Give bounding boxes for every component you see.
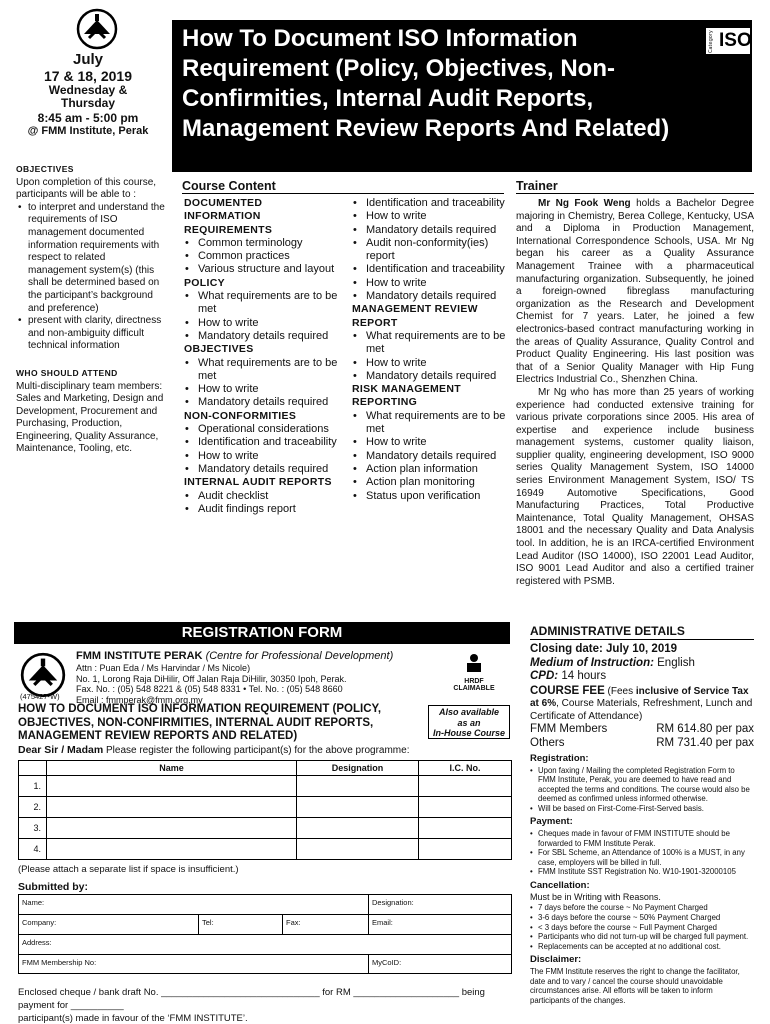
nonconformities-heading: NON-CONFORMITIES — [184, 409, 297, 422]
list-item: • How to write — [352, 210, 508, 223]
inhouse-line-3: In-House Course — [432, 728, 505, 738]
fee-note-a: (Fees — [607, 685, 634, 697]
form-row — [19, 935, 511, 955]
registration-heading: REGISTRATION FORM — [14, 622, 510, 644]
row-number: 3. — [19, 818, 47, 839]
list-item: • Various structure and layout — [184, 263, 342, 276]
contact: Fax. No. : (05) 548 8221 & (05) 548 8331 • Tel. No. : (05) 548 8660 — [76, 684, 343, 694]
registration-subheading: Registration: — [530, 753, 589, 764]
list-item: • Identification and traceability — [184, 436, 342, 449]
cancellation-intro: Must be in Writing with Reasons. — [530, 892, 661, 903]
institute-subtitle: (Centre for Professional Development) — [205, 650, 394, 662]
trainer-paragraph-1-text: holds a Bachelor Degree majoring in Chemistry, Berea College, Kentucky, USA and a Diploma in Production Management, International Correspondence Schools, USA. Mr Ng began his career as a Quality Assurance Management Trainee with a pharmaceutical manufacturing organization. Subsequently, he joined a foreign-owned fibreglass manufacturing organization as the Research and Development Chemist for 7 years. Later, he joined a few electronics-based contract manufacturing working in the areas of Quality Assurance, Quality Control and Product Quality Engineering. His last position was that of a Senior Quality Manager with Hip Fung Electrics Industrial Co., Shenzhen China. — [516, 198, 755, 386]
list-item: • Cheques made in favour of FMM INSTITUTE should be forwarded to FMM Institute Perak. — [530, 829, 754, 848]
list-item: • What requirements are to be met — [352, 410, 508, 437]
list-item: • Common practices — [184, 250, 342, 263]
name-cell[interactable] — [47, 776, 297, 797]
ic-cell[interactable] — [419, 818, 512, 839]
name-cell[interactable] — [47, 797, 297, 818]
date-venue: @ FMM Institute, Perak — [27, 125, 149, 137]
date-days: 17 & 18, 2019 — [44, 68, 132, 84]
list-item: • Mandatory details required — [184, 463, 342, 476]
date-block — [8, 52, 168, 138]
designation-field[interactable]: Designation: — [372, 898, 414, 907]
trainer-paragraph-1 — [516, 198, 754, 387]
category-badge — [704, 26, 752, 56]
submitter-form — [18, 894, 512, 974]
list-item: • Upon faxing / Mailing the completed Registration Form to FMM Institute, Perak, you are deemed to have read and accepted the terms and conditions. The course would also be deemed as confirmed unless informed otherwise. — [530, 766, 754, 804]
fee-others-label: Others — [530, 736, 565, 749]
list-item: • Status upon verification — [352, 490, 508, 503]
row-number: 2. — [19, 797, 47, 818]
table-header-ic: I.C. No. — [419, 761, 512, 776]
table-header-index — [19, 761, 47, 776]
name-cell[interactable] — [47, 839, 297, 860]
inhouse-badge — [428, 705, 510, 739]
table-header-name: Name — [47, 761, 297, 776]
list-item: • How to write — [352, 277, 508, 290]
fee-note-c: , Course Materials, Refreshment, Lunch and Certificate of Attendance) — [530, 698, 753, 722]
admin-details — [530, 643, 754, 1005]
mycoid-field[interactable]: MyCoID: — [372, 958, 402, 967]
institute-details — [76, 650, 416, 705]
fee-row-members — [530, 723, 754, 737]
list-item: • Identification and traceability — [352, 263, 508, 276]
email-field[interactable]: Email: — [372, 918, 393, 927]
date-time: 8:45 am - 5:00 pm — [37, 111, 139, 125]
objectives-section-heading: OBJECTIVES — [184, 343, 254, 356]
salutation-label: Dear Sir / Madam — [18, 744, 104, 756]
fee-members-label: FMM Members — [530, 723, 608, 735]
designation-cell[interactable] — [297, 776, 419, 797]
list-item: • Mandatory details required — [184, 330, 342, 343]
registration-number: (475427-W) — [20, 692, 60, 701]
address: No. 1, Lorong Raja DiHilir, Off Jalan Raja DiHilir, 30350 Ipoh, Perak. — [76, 673, 347, 684]
medium-label: Medium of Instruction: — [530, 656, 654, 669]
form-row — [19, 955, 511, 974]
list-item: • Operational considerations — [184, 423, 342, 436]
list-item: • How to write — [352, 436, 508, 449]
page-title: How To Document ISO Information Requirement (Policy, Objectives, Non-Confirmities, Internal Audit Reports, Management Review Reports And Related) — [182, 25, 670, 142]
table-row[interactable] — [19, 839, 512, 860]
designation-cell[interactable] — [297, 818, 419, 839]
list-item: • present with clarity, directness and non-ambiguity difficult technical information — [16, 315, 166, 353]
date-weekday-2: Thursday — [60, 96, 115, 110]
date-weekday-1: Wednesday & — [48, 83, 128, 97]
list-item: • Audit findings report — [184, 503, 342, 516]
date-month: July — [72, 51, 103, 68]
risk-management-heading: RISK MANAGEMENT REPORTING — [352, 383, 461, 409]
name-field[interactable]: Name: — [19, 895, 369, 914]
list-item: • Participants who did not turn-up will be charged full payment. — [530, 932, 754, 942]
list-item: • What requirements are to be met — [184, 290, 342, 317]
list-item: • What requirements are to be met — [352, 330, 508, 357]
row-number: 4. — [19, 839, 47, 860]
submitted-by-label: Submitted by: — [18, 881, 88, 893]
fmm-logo-icon — [76, 8, 118, 50]
row-number: 1. — [19, 776, 47, 797]
objectives-intro: Upon completion of this course, participants will be able to : — [16, 176, 157, 201]
hrdf-icon — [463, 652, 485, 674]
list-item: • Replacements can be accepted at no additional cost. — [530, 942, 754, 952]
cpd-value: 14 hours — [561, 670, 607, 682]
payment-subheading: Payment: — [530, 816, 573, 828]
table-row[interactable] — [19, 776, 512, 797]
form-row — [19, 915, 511, 935]
cpd-label: CPD: — [530, 670, 559, 682]
participants-table — [18, 760, 512, 860]
course-content-col-1 — [184, 197, 342, 516]
list-item: • Identification and traceability — [352, 197, 508, 210]
inhouse-line-1: Also available — [438, 707, 500, 717]
disclaimer-text: The FMM Institute reserves the right to change the facilitator, date and to vary / cancel the course should unavoidable circumstances arise. All efforts will be taken to inform participants of the changes. — [530, 966, 740, 1005]
designation-cell[interactable] — [297, 797, 419, 818]
fee-others-price: RM 731.40 per pax — [656, 736, 754, 749]
attn: Attn : Puan Eda / Ms Harvindar / Ms Nicole) — [76, 663, 251, 673]
disclaimer-subheading: Disclaimer: — [530, 954, 582, 966]
fax-field[interactable]: Fax: — [283, 915, 369, 934]
course-content-col-2 — [352, 197, 508, 503]
ic-cell[interactable] — [419, 839, 512, 860]
table-row[interactable] — [19, 797, 512, 818]
list-item: • 7 days before the course ~ No Payment Charged — [530, 903, 754, 913]
hrdf-badge — [440, 652, 508, 692]
list-item: • Audit checklist — [184, 490, 342, 503]
designation-cell[interactable] — [297, 839, 419, 860]
table-row[interactable] — [19, 818, 512, 839]
salutation — [18, 744, 409, 756]
list-item: • FMM Institute SST Registration No. W10-1901-32000105 — [530, 867, 754, 877]
institute-name: FMM INSTITUTE PERAK — [76, 650, 203, 662]
list-item: • How to write — [184, 383, 342, 396]
cancellation-subheading: Cancellation: — [530, 879, 590, 891]
attach-note: (Please attach a separate list if space is insufficient.) — [18, 864, 239, 875]
list-item: • How to write — [184, 317, 342, 330]
salutation-text: Please register the following participant(s) for the above programme: — [105, 745, 410, 756]
list-item: • Mandatory details required — [352, 370, 508, 383]
ic-cell[interactable] — [419, 797, 512, 818]
sidebar — [16, 163, 166, 456]
list-item: • 3-6 days before the course ~ 50% Payment Charged — [530, 913, 754, 923]
objectives-heading: OBJECTIVES — [16, 164, 74, 174]
category-label: Category — [708, 30, 714, 53]
fee-row-others — [530, 737, 754, 751]
list-item: • Mandatory details required — [352, 290, 508, 303]
list-item: • Mandatory details required — [184, 396, 342, 409]
enclosed-note — [18, 986, 512, 1024]
list-item: • to interpret and understand the requirements of ISO management documented information requirements with respect to related management system(s) (this shall be determined based on the participant’s background and preference) — [16, 202, 166, 315]
fee-label: COURSE FEE — [530, 684, 605, 697]
hrdf-line-1: HRDF — [464, 678, 484, 685]
company-field[interactable]: Company: — [19, 915, 199, 934]
inhouse-line-2: as an — [457, 717, 481, 728]
course-content-heading: Course Content — [182, 178, 504, 194]
list-item: • Common terminology — [184, 237, 342, 250]
objectives-list — [16, 202, 166, 353]
table-header-designation: Designation — [297, 761, 419, 776]
list-item: • Action plan information — [352, 463, 508, 476]
form-row — [19, 895, 511, 915]
internal-audit-heading: INTERNAL AUDIT REPORTS — [184, 476, 332, 489]
trainer-bio — [516, 198, 754, 588]
fee-line — [530, 685, 754, 724]
medium-line — [530, 657, 754, 671]
list-item: • Will be based on First-Come-First-Served basis. — [530, 804, 754, 814]
cpd-line — [530, 670, 754, 684]
name-cell[interactable] — [47, 818, 297, 839]
management-review-heading: MANAGEMENT REVIEW REPORT — [352, 303, 478, 329]
address-field[interactable]: Address: — [22, 938, 52, 947]
admin-heading: ADMINISTRATIVE DETAILS — [530, 624, 754, 640]
course-title: HOW TO DOCUMENT ISO INFORMATION REQUIREMENT (POLICY, OBJECTIVES, NON-CONFIRMITIES, INTERNAL AUDIT REPORTS, MANAGEMENT REVIEW REPORTS AND RELATED) — [18, 703, 382, 742]
who-text: Multi-disciplinary team members: Sales and Marketing, Design and Development, Procurement and Purchasing, Production, Engineering, Quality Assurance, Maintenance, Tooling, etc. — [16, 380, 164, 455]
institute-name-line — [76, 650, 416, 663]
tel-field[interactable]: Tel: — [199, 915, 283, 934]
policy-heading: POLICY — [184, 276, 225, 289]
list-item: • Audit non-conformity(ies) report — [352, 237, 508, 264]
email: Email : fmmperak@fmm.org.my — [76, 694, 203, 705]
list-item: • Mandatory details required — [352, 224, 508, 237]
documented-heading: DOCUMENTED INFORMATION REQUIREMENTS — [184, 197, 273, 236]
closing-date: Closing date: July 10, 2019 — [530, 643, 678, 655]
hrdf-line-2: CLAIMABLE — [453, 685, 495, 692]
fee-note-b: inclusive of Service Tax at 6% — [530, 685, 749, 709]
enclosed-line-2: participant(s) made in favour of the ‘FMM INSTITUTE’. — [18, 1013, 248, 1024]
list-item: • What requirements are to be met — [184, 357, 342, 384]
list-item: • Action plan monitoring — [352, 476, 508, 489]
category-code: ISO — [719, 30, 752, 51]
trainer-paragraph-2: Mr Ng who has more than 25 years of working experience had conducted extensive training for various private corporations since 2005. His area of expertise and experience include business management systems, customer quality liaison, supplier quality, engineering development, ISO 9000 series Quality Management System, ISO 14000 series Environment Management System, ISO/ TS 16949 Automotive Specifications, Good Manufacturing Practices, Total Productive Maintenance, Total Quality Management, OHSAS 18001 and the necessary Quality and Data Analysis tool. In addition, he is an IRCA-certified Environment Lead Auditor (ISO 14000), ISO 22001 Lead Auditor, ISO 9001 Lead Auditor and also a certified trainer registered with PSMB. — [516, 386, 754, 587]
trainer-name: Mr Ng Fook Weng — [538, 198, 631, 209]
list-item: • How to write — [184, 450, 342, 463]
ic-cell[interactable] — [419, 776, 512, 797]
list-item: • How to write — [352, 357, 508, 370]
list-item: • Mandatory details required — [352, 450, 508, 463]
membership-field[interactable]: FMM Membership No: — [19, 955, 369, 974]
fee-members-price: RM 614.80 per pax — [656, 723, 754, 735]
list-item: • For SBL Scheme, an Attendance of 100% is a MUST, in any case, employers will be billed in full. — [530, 848, 754, 867]
who-heading: WHO SHOULD ATTEND — [16, 367, 118, 378]
trainer-heading: Trainer — [516, 178, 754, 194]
enclosed-line-1: Enclosed cheque / bank draft No. ______________________________ for RM ____________________ being payment for __________ — [18, 987, 485, 1011]
list-item: • < 3 days before the course ~ Full Payment Charged — [530, 923, 754, 933]
medium-value: English — [657, 656, 695, 669]
